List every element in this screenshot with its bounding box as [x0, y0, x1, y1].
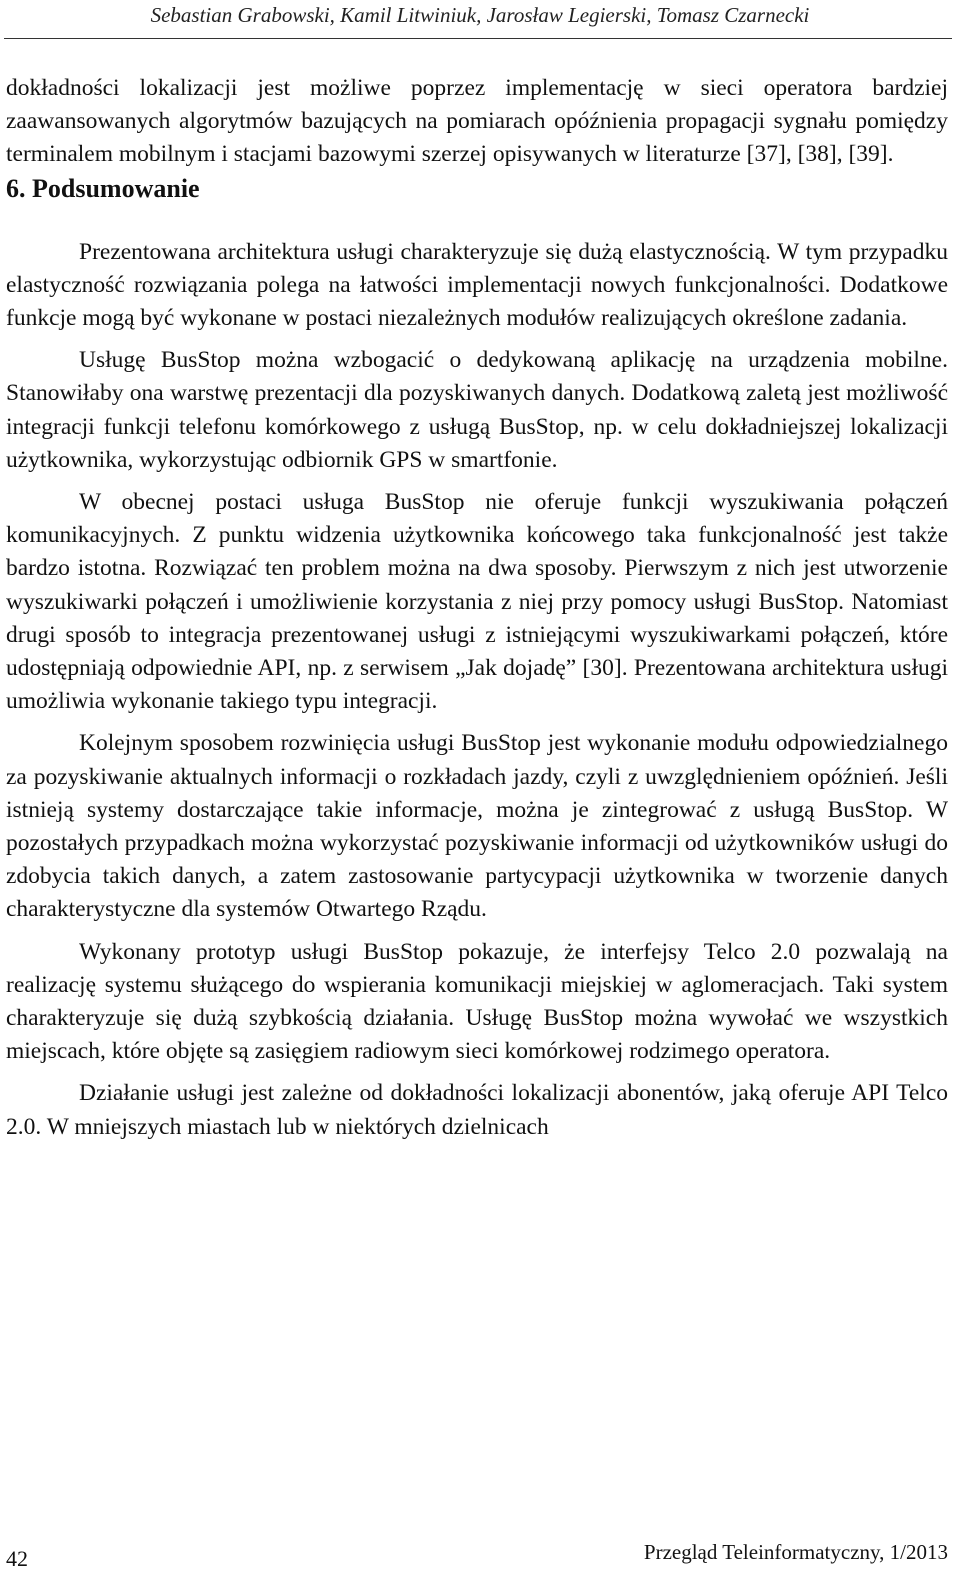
paragraph: Kolejnym sposobem rozwinięcia usługi BusStop jest wykonanie modułu odpowiedzialnego za pozyskiwanie aktualnych informacji o rozkładach jazdy, czyli z uwzględnieniem opóźnień. Jeśli istnieją systemy dostarczające takie informacje, można je zintegrować z usługą BusStop. W pozostałych przypadkach można wykorzystać pozyskiwanie informacji od użytkowników usługi do zdobycia takich danych, a zatem zastosowanie partycypacji użytkownika w tworzenie danych charakterystyczne dla systemów Otwartego Rządu. — [6, 730, 948, 923]
paragraph: Prezentowana architektura usługi charakteryzuje się dużą elastycznością. W tym przypadku elastyczność rozwiązania polega na łatwości implementacji nowych funkcjonalności. Dodatkowe funkcje mogą być wykonane w postaci niezależnych modułów realizujących określone zadania. — [6, 238, 948, 332]
section-heading: 6. Podsumowanie — [6, 173, 200, 203]
page-footer — [0, 1540, 960, 1578]
header-divider — [4, 38, 952, 39]
paragraph: Usługę BusStop można wzbogacić o dedykowaną aplikację na urządzenia mobilne. Stanowiłaby ona warstwę prezentacji dla pozyskiwanych danych. Dodatkową zaletą jest możliwość integracji funkcji telefonu komórkowego z usługą BusStop, np. w celu dokładniejszej lokalizacji użytkownika, wykorzystując odbiornik GPS w smartfonie. — [6, 347, 948, 473]
intro-paragraph: dokładności lokalizacji jest możliwe poprzez implementację w sieci operatora bardziej zaawansowanych algorytmów bazujących na pomiarach opóźnienia propagacji sygnału pomiędzy terminalem mobilnym i stacjami bazowymi szerzej opisywanych w literaturze [37], [38], [39]. — [6, 75, 948, 168]
paragraph: Działanie usługi jest zależne od dokładności lokalizacji abonentów, jaką oferuje API Telco 2.0. W mniejszych miastach lub w niektórych dzielnicach — [6, 1080, 948, 1140]
journal-name: Przegląd Teleinformatyczny, 1/2013 — [643, 1540, 948, 1564]
page-number: 42 — [6, 1546, 28, 1571]
running-header-authors: Sebastian Grabowski, Kamil Litwiniuk, Jarosław Legierski, Tomasz Czarnecki — [150, 3, 810, 27]
page-content — [6, 72, 948, 1144]
paragraph: W obecnej postaci usługa BusStop nie oferuje funkcji wyszukiwania połączeń komunikacyjnych. Z punktu widzenia użytkownika końcowego taka funkcjonalność jest także bardzo istotna. Rozwiązać ten problem można na dwa sposoby. Pierwszym z nich jest utworzenie wyszukiwarki połączeń i umożliwienie korzystania z niej przy pomocy usługi BusStop. Natomiast drugi sposób to integracja prezentowanej usługi z istniejącymi wyszukiwarkami połączeń, które udostępniają odpowiednie API, np. z serwisem „Jak dojadę” [30]. Prezentowana architektura usługi umożliwia wykonanie takiego typu integracji. — [6, 489, 948, 715]
paragraph: Wykonany prototyp usługi BusStop pokazuje, że interfejsy Telco 2.0 pozwalają na realizację systemu służącego do wspierania komunikacji miejskiej w aglomeracjach. Taki system charakteryzuje się dużą szybkością działania. Usługę BusStop można wywołać we wszystkich miejscach, które objęte są zasięgiem radiowym sieci komórkowej rodzimego operatora. — [6, 938, 948, 1065]
